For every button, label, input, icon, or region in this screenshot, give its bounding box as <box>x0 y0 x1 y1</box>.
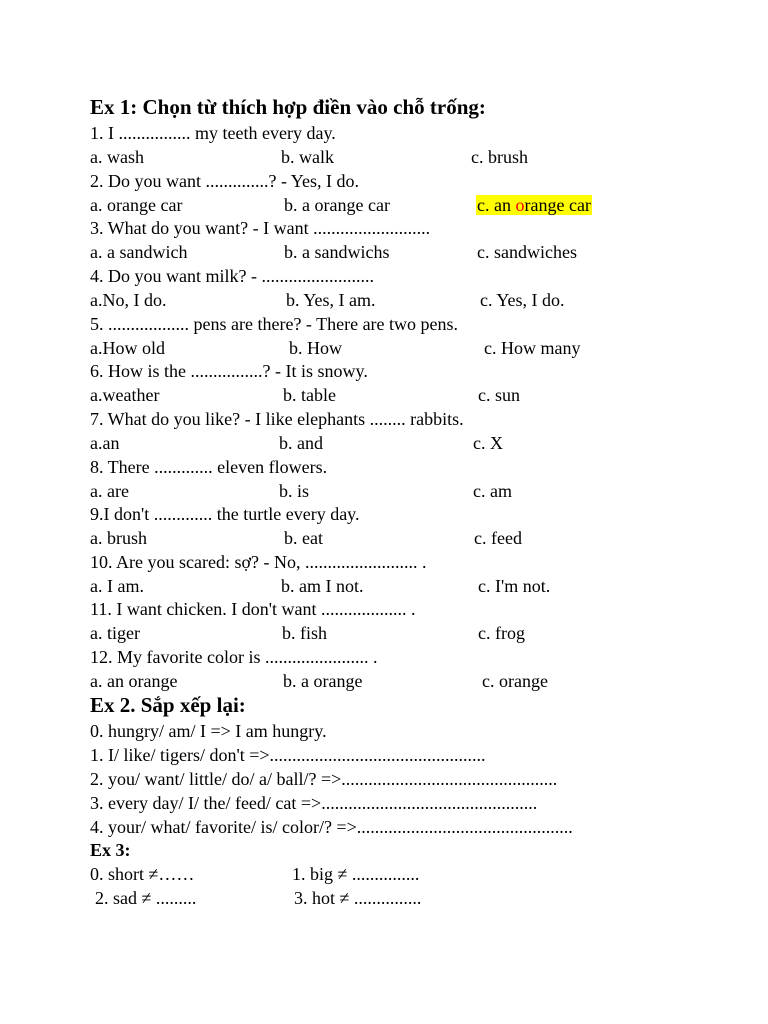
q2-option-c <box>476 194 592 216</box>
q5-option-c: c. How many <box>484 338 581 358</box>
q2-option-b: b. a orange car <box>284 195 390 215</box>
ex2-line-3: 3. every day/ I/ the/ feed/ cat =>................................................ <box>90 793 538 813</box>
question-9: 9.I don't ............. the turtle every day. <box>90 504 360 524</box>
ex2-line-0: 0. hungry/ am/ I => I am hungry. <box>90 721 327 741</box>
q7-option-b: b. and <box>279 433 323 453</box>
q8-option-c: c. am <box>473 481 512 501</box>
q8-option-a: a. are <box>90 481 129 501</box>
q6-option-a: a.weather <box>90 385 160 405</box>
question-11: 11. I want chicken. I don't want ................... . <box>90 599 416 619</box>
ex2-line-2: 2. you/ want/ little/ do/ a/ ball/? =>................................................ <box>90 769 558 789</box>
q2-option-c-red-letter: o <box>515 195 525 215</box>
q2-option-c-highlight <box>476 195 592 215</box>
ex3-title: Ex 3: <box>90 840 131 860</box>
q3-option-b: b. a sandwichs <box>284 242 390 262</box>
q4-option-a: a.No, I do. <box>90 290 167 310</box>
q10-option-b: b. am I not. <box>281 576 364 596</box>
q4-option-b: b. Yes, I am. <box>286 290 376 310</box>
ex2-line-1: 1. I/ like/ tigers/ don't =>................................................ <box>90 745 486 765</box>
q1-option-b: b. walk <box>281 147 334 167</box>
q2-option-c-post: range car <box>524 195 591 215</box>
ex3-item-1: 1. big ≠ ............... <box>292 864 420 884</box>
q5-option-b: b. How <box>289 338 342 358</box>
q2-option-a: a. orange car <box>90 195 183 215</box>
question-7: 7. What do you like? - I like elephants ........ rabbits. <box>90 409 464 429</box>
q3-option-c: c. sandwiches <box>477 242 577 262</box>
ex3-item-3: 3. hot ≠ ............... <box>294 888 422 908</box>
q2-option-c-pre: c. an <box>477 195 516 215</box>
q6-option-b: b. table <box>283 385 336 405</box>
ex1-title: Ex 1: Chọn từ thích hợp điền vào chỗ trống: <box>90 95 486 119</box>
q7-option-c: c. X <box>473 433 503 453</box>
q9-option-c: c. feed <box>474 528 522 548</box>
q11-option-c: c. frog <box>478 623 525 643</box>
question-3: 3. What do you want? - I want .......................... <box>90 218 431 238</box>
q1-option-a: a. wash <box>90 147 144 167</box>
q10-option-a: a. I am. <box>90 576 144 596</box>
question-12: 12. My favorite color is ....................... . <box>90 647 378 667</box>
ex2-title: Ex 2. Sắp xếp lại: <box>90 693 246 717</box>
q4-option-c: c. Yes, I do. <box>480 290 565 310</box>
question-5: 5. .................. pens are there? - There are two pens. <box>90 314 459 334</box>
q10-option-c: c. I'm not. <box>478 576 551 596</box>
q7-option-a: a.an <box>90 433 120 453</box>
q3-option-a: a. a sandwich <box>90 242 188 262</box>
q9-option-a: a. brush <box>90 528 147 548</box>
q12-option-c: c. orange <box>482 671 548 691</box>
ex3-item-0: 0. short ≠…… <box>90 864 195 884</box>
question-2: 2. Do you want ..............? - Yes, I do. <box>90 171 359 191</box>
q11-option-a: a. tiger <box>90 623 140 643</box>
ex2-line-4: 4. your/ what/ favorite/ is/ color/? =>................................................ <box>90 817 573 837</box>
q11-option-b: b. fish <box>282 623 327 643</box>
question-1: 1. I ................ my teeth every day. <box>90 123 336 143</box>
q5-option-a: a.How old <box>90 338 165 358</box>
q8-option-b: b. is <box>279 481 310 501</box>
question-4: 4. Do you want milk? - ......................... <box>90 266 374 286</box>
q1-option-c: c. brush <box>471 147 528 167</box>
question-8: 8. There ............. eleven flowers. <box>90 457 328 477</box>
question-10: 10. Are you scared: sợ? - No, ......................... . <box>90 552 427 572</box>
question-6: 6. How is the ................? - It is snowy. <box>90 361 368 381</box>
q9-option-b: b. eat <box>284 528 323 548</box>
ex3-item-2: 2. sad ≠ ......... <box>95 888 197 908</box>
q12-option-a: a. an orange <box>90 671 178 691</box>
q12-option-b: b. a orange <box>283 671 363 691</box>
q6-option-c: c. sun <box>478 385 520 405</box>
